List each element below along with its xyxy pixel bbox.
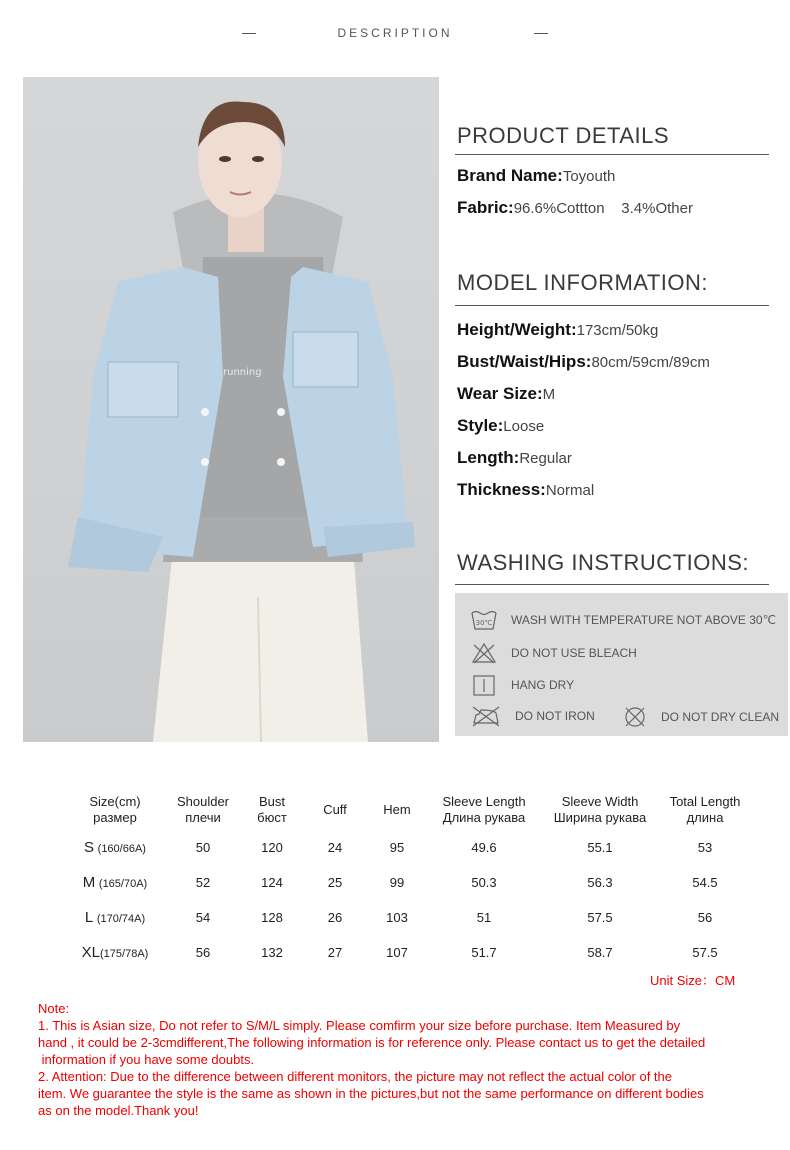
header-cell [170, 790, 236, 830]
size-letter: L [84, 909, 94, 926]
table-cell: 51.7 [471, 945, 497, 960]
no-bleach-icon [471, 642, 497, 664]
size-cell [60, 900, 170, 935]
washing-title: WASHING INSTRUCTIONS: [457, 550, 750, 575]
model-info-row [457, 352, 710, 372]
model-info-label: Length: [457, 448, 520, 467]
no-dry-clean-row [623, 706, 779, 728]
table-cell: 120 [261, 840, 283, 855]
table-row [60, 935, 746, 970]
brand-label: Brand Name: [457, 166, 563, 185]
wash-tub-icon [471, 609, 497, 631]
note-line: as on the model.Thank you! [38, 1103, 199, 1118]
wash-30-label: WASH WITH TEMPERATURE NOT ABOVE 30℃ [511, 613, 777, 627]
header-en: Total Length [669, 794, 741, 809]
table-cell: 132 [261, 945, 283, 960]
divider [455, 305, 769, 306]
description-heading: DESCRIPTION [337, 26, 453, 40]
table-cell: 95 [389, 840, 405, 855]
header-en: Cuff [323, 802, 347, 817]
note-line: hand , it could be 2-3cmdifferent,The following information is for reference only. Please contact us to get the detailed [38, 1035, 706, 1050]
table-cell: 25 [327, 875, 343, 890]
size-spec: (170/74A) [96, 913, 146, 925]
table-cell: 128 [261, 910, 283, 925]
model-info-label: Height/Weight: [457, 320, 577, 339]
note-line: item. We guarantee the style is the same as shown in the pictures,but not the same performance on different bodies [38, 1086, 704, 1101]
table-cell: 58.7 [587, 945, 613, 960]
no-dry-clean-icon [623, 706, 647, 728]
table-cell: 57.5 [692, 945, 718, 960]
header-en: Size(cm) [89, 794, 141, 809]
washing-panel [455, 593, 788, 736]
table-cell: 27 [327, 945, 343, 960]
model-info-label: Wear Size: [457, 384, 543, 403]
header-ru: бюст [257, 810, 287, 825]
header-cell [308, 790, 362, 830]
note-line: 2. Attention: Due to the difference between different monitors, the picture may not reflect the actual color of the [38, 1069, 673, 1084]
table-cell: 57.5 [587, 910, 613, 925]
table-row [60, 900, 746, 935]
note-line: information if you have some doubts. [38, 1052, 255, 1067]
no-iron-row [471, 705, 595, 727]
table-cell: 103 [386, 910, 408, 925]
header-ru: плечи [185, 810, 221, 825]
header-cell [664, 790, 746, 830]
fabric-label: Fabric: [457, 198, 514, 217]
size-table [60, 790, 746, 970]
hang-dry-icon [471, 674, 497, 696]
table-cell: 124 [261, 875, 283, 890]
brand-value: Toyouth [562, 168, 616, 185]
table-cell: 50 [195, 840, 211, 855]
table-cell: 26 [327, 910, 343, 925]
table-cell: 54.5 [692, 875, 718, 890]
table-cell: 56 [697, 910, 713, 925]
size-table-header [60, 790, 746, 830]
table-cell: 24 [327, 840, 343, 855]
product-details-title: PRODUCT DETAILS [457, 123, 670, 148]
header-en: Bust [258, 794, 285, 809]
header-cell [536, 790, 664, 830]
model-info-value: Regular [519, 450, 572, 467]
header-en: Sleeve Width [561, 794, 639, 809]
brand-row [457, 166, 615, 186]
wash-temp-mark: 30℃ [475, 619, 493, 627]
size-letter: M [82, 874, 96, 891]
size-cell [60, 830, 170, 865]
model-info-label: Style: [457, 416, 504, 435]
model-info-value: 80cm/59cm/89cm [591, 354, 710, 371]
table-cell: 107 [386, 945, 408, 960]
no-bleach-row [471, 642, 637, 664]
header-ru: Ширина рукава [553, 810, 647, 825]
fabric-value: 96.6%Cottton 3.4%Other [513, 200, 693, 217]
no-bleach-label: DO NOT USE BLEACH [511, 646, 637, 660]
wash-30-row [471, 609, 776, 631]
notes-block [38, 1000, 758, 1119]
header-en: Sleeve Length [442, 794, 526, 809]
hang-dry-row [471, 674, 574, 696]
model-info-value: Normal [545, 482, 595, 499]
note-label: Note: [38, 1001, 70, 1016]
model-info-row [457, 320, 658, 340]
model-info-label: Bust/Waist/Hips: [457, 352, 592, 371]
model-info-value: M [542, 386, 556, 403]
header-ru: Длина рукава [442, 810, 526, 825]
table-cell: 55.1 [587, 840, 613, 855]
size-letter: S [84, 839, 95, 856]
table-cell: 54 [195, 910, 211, 925]
note-line: 1. This is Asian size, Do not refer to S/M/L simply. Please comfirm your size before purchase. Item Measured by [38, 1018, 681, 1033]
table-row [60, 830, 746, 865]
model-info-row [457, 448, 572, 468]
table-cell: 99 [389, 875, 405, 890]
header-en: Hem [383, 802, 411, 817]
model-info-row [457, 480, 594, 500]
table-cell: 52 [195, 875, 211, 890]
model-illustration [23, 77, 439, 742]
unit-size-label: Unit Size：CM [650, 973, 736, 988]
table-row [60, 865, 746, 900]
table-cell: 53 [697, 840, 713, 855]
size-spec: (160/66A) [97, 843, 146, 855]
no-iron-label: DO NOT IRON [515, 709, 595, 723]
size-spec: (165/70A) [98, 878, 148, 890]
table-cell: 49.6 [471, 840, 497, 855]
table-cell: 50.3 [471, 875, 497, 890]
header-ru: размер [93, 810, 137, 825]
model-info-title: MODEL INFORMATION: [457, 270, 708, 295]
header-cell [432, 790, 536, 830]
divider [455, 154, 769, 155]
model-info-label: Thickness: [457, 480, 546, 499]
header-en: Shoulder [176, 794, 230, 809]
table-cell: 56 [195, 945, 211, 960]
size-spec: (175/78A) [100, 948, 149, 960]
header-cell [60, 790, 170, 830]
model-info-row [457, 384, 555, 404]
model-info-value: 173cm/50kg [576, 322, 659, 339]
size-cell [60, 865, 170, 900]
model-photo [23, 77, 439, 742]
fabric-row [457, 198, 693, 218]
model-info-value: Loose [503, 418, 545, 435]
header-cell [362, 790, 432, 830]
table-cell: 51 [476, 910, 492, 925]
table-cell: 56.3 [587, 875, 613, 890]
header-cell [236, 790, 308, 830]
size-cell [60, 935, 170, 970]
size-letter: XL [81, 944, 101, 961]
no-iron-icon [471, 705, 501, 727]
no-dry-clean-label: DO NOT DRY CLEAN [661, 710, 780, 724]
sweatshirt-print: running [223, 367, 262, 378]
hang-dry-label: HANG DRY [511, 678, 575, 692]
header-ru: длина [686, 810, 724, 825]
header-dash-right [534, 33, 548, 34]
model-info-row [457, 416, 544, 436]
divider [455, 584, 769, 585]
